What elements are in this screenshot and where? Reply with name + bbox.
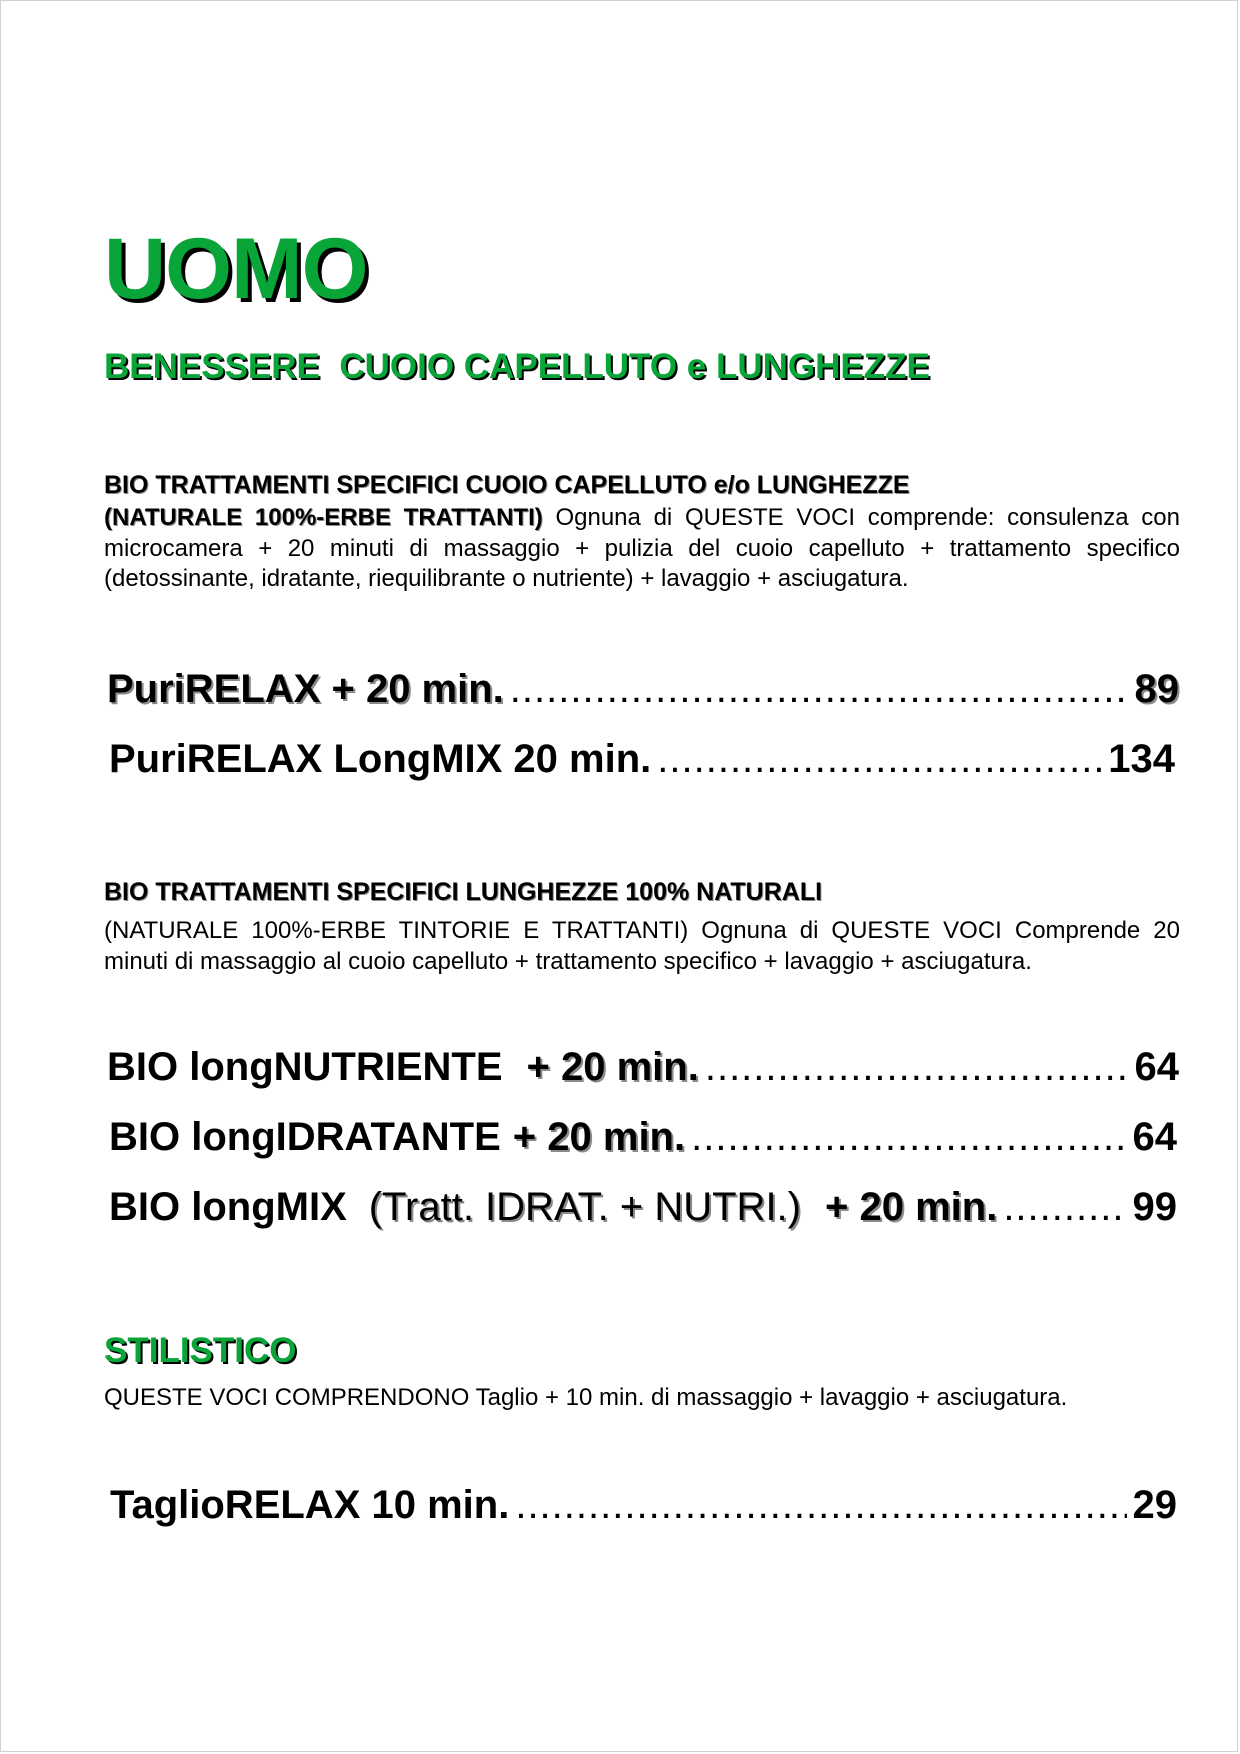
- item-name: TaglioRELAX 10 min.: [110, 1483, 510, 1527]
- section-description-scalp-treatments: [104, 503, 1180, 595]
- price-item-tagliorelax: [110, 1485, 1177, 1525]
- leader-dots: [657, 739, 1102, 779]
- page-subtitle: BENESSERE CUOIO CAPELLUTO e LUNGHEZZE: [104, 347, 930, 386]
- section-heading-lengths-treatments: BIO TRATTAMENTI SPECIFICI LUNGHEZZE 100% NATURALI: [104, 878, 823, 906]
- item-price: 64: [1132, 1115, 1177, 1159]
- price-item-bio-longmix: [109, 1187, 1177, 1227]
- section-description-lengths-treatments: (NATURALE 100%-ERBE TINTORIE E TRATTANTI) Ognuna di QUESTE VOCI Comprende 20 minuti di massaggio al cuoio capelluto + trattamento specifico + lavaggio + asciugatura.: [104, 917, 1180, 975]
- price-item-bio-longnutriente: [107, 1047, 1179, 1087]
- item-price: 29: [1132, 1483, 1177, 1527]
- item-name: BIO longMIX: [109, 1185, 347, 1229]
- item-duration: + 20 min.: [526, 1045, 699, 1089]
- leader-dots: [705, 1047, 1129, 1087]
- price-item-purirelax: [107, 669, 1179, 709]
- leader-dots: [1003, 1187, 1126, 1227]
- item-name: BIO longNUTRIENTE: [107, 1045, 503, 1089]
- leader-dots: [691, 1117, 1126, 1157]
- item-name: PuriRELAX + 20 min.: [107, 667, 504, 711]
- item-name: BIO longIDRATANTE: [109, 1115, 501, 1159]
- section-heading-stilistico: STILISTICO: [104, 1331, 297, 1370]
- page-title: UOMO: [104, 221, 368, 317]
- price-item-bio-longidratante: [109, 1117, 1177, 1157]
- item-duration: + 20 min.: [825, 1185, 998, 1229]
- item-price: 99: [1132, 1185, 1177, 1229]
- item-price: 64: [1134, 1045, 1179, 1089]
- item-price: 134: [1108, 737, 1175, 781]
- item-detail: (Tratt. IDRAT. + NUTRI.): [368, 1185, 801, 1229]
- leader-dots: [515, 1485, 1126, 1525]
- section-heading-scalp-treatments: BIO TRATTAMENTI SPECIFICI CUOIO CAPELLUTO e/o LUNGHEZZE: [104, 471, 910, 499]
- description-text: Ognuna di QUESTE VOCI comprende: consulenza con microcamera + 20 minuti di massaggio + pulizia del cuoio capelluto + trattamento specifico (detossinante, idratante, riequilibrante o nutriente) + lavaggio + asciugatura.: [104, 504, 1181, 592]
- item-duration: + 20 min.: [512, 1115, 686, 1159]
- section-description-stilistico: QUESTE VOCI COMPRENDONO Taglio + 10 min. di massaggio + lavaggio + asciugatura.: [104, 1384, 1068, 1411]
- leader-dots: [510, 669, 1129, 709]
- item-name: PuriRELAX LongMIX 20 min.: [109, 737, 652, 781]
- item-price: 89: [1134, 667, 1179, 711]
- price-item-purirelax-longmix: [109, 739, 1175, 779]
- description-highlight: (NATURALE 100%-ERBE TRATTANTI): [104, 504, 543, 531]
